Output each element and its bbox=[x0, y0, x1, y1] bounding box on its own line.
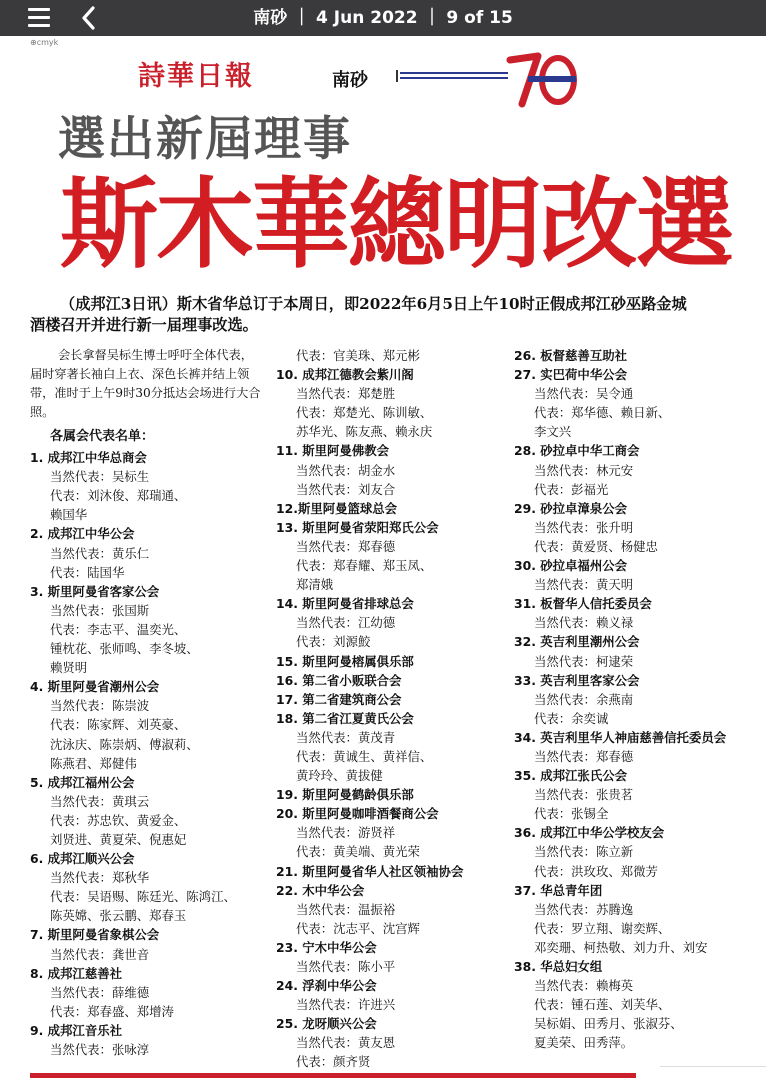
representative-line: 代表：刘源鮫 bbox=[296, 634, 371, 650]
representative-line: 代表：刘沐俊、郑瑞通、 bbox=[50, 488, 187, 504]
representative-line: 当然代表：陈小平 bbox=[296, 959, 396, 974]
article-column-1 bbox=[30, 346, 262, 1059]
representative-line: 苏华光、陈友燕、赖永庆 bbox=[296, 424, 433, 440]
representative-line: 当然代表：温振裕 bbox=[296, 901, 396, 917]
association-name: 9. 成邦江音乐社 bbox=[30, 1022, 122, 1038]
association-name: 10. 成邦江德教会紫川阁 bbox=[276, 367, 414, 383]
representative-line: 陈英嫦、张云鹏、郑春玉 bbox=[50, 908, 187, 924]
representative-line: 当然代表：黄乐仁 bbox=[50, 545, 150, 561]
association-name: 16. 第二省小贩联合会 bbox=[276, 672, 402, 688]
representative-line: 代表：苏忠钦、黄爱金、 bbox=[50, 812, 187, 828]
representative-line: 代表：罗立翔、谢奕辉、 bbox=[534, 920, 671, 936]
representative-line: 当然代表：许进兴 bbox=[296, 997, 396, 1013]
association-name: 37. 华总青年团 bbox=[514, 882, 603, 898]
association-name: 8. 成邦江慈善社 bbox=[30, 965, 122, 981]
representative-line: 代表：吴语赐、陈廷光、陈鸿江、 bbox=[50, 889, 236, 905]
representative-line: 代表：黄诚生、黄祥信、 bbox=[296, 748, 433, 764]
representative-line: 当然代表：林元安 bbox=[534, 462, 634, 478]
representative-line: 代表：黄爱贤、杨健忠 bbox=[534, 538, 658, 554]
association-name: 34. 英吉利里华人神庙慈善信托委员会 bbox=[514, 729, 727, 745]
representative-line: 吴标娟、田秀月、张淑芬、 bbox=[534, 1016, 683, 1032]
association-name: 29. 砂拉卓漳泉公会 bbox=[514, 500, 627, 516]
representative-line: 锺枕花、张师鸣、李冬坡、 bbox=[50, 641, 199, 657]
association-name: 19. 斯里阿曼鹤龄俱乐部 bbox=[276, 787, 414, 803]
article-column-2 bbox=[276, 346, 508, 1072]
association-name: 35. 成邦江张氏公会 bbox=[514, 768, 627, 784]
association-name: 18. 第二省江夏黄氏公会 bbox=[276, 710, 414, 726]
page-title: 南砂 ｜ 4 Jun 2022 ｜ 9 of 15 bbox=[253, 8, 513, 28]
representative-line: 陈燕君、郑健伟 bbox=[50, 755, 137, 771]
representative-line: 代表：李志平、温奕光、 bbox=[50, 621, 187, 637]
association-name: 38. 华总妇女组 bbox=[514, 959, 603, 974]
next-page-edge bbox=[660, 1066, 766, 1081]
representative-line: 当然代表：龚世音 bbox=[50, 946, 150, 962]
lead-paragraph bbox=[30, 294, 742, 336]
member-list-3 bbox=[514, 346, 754, 1052]
representative-line: 当然代表：苏腾逸 bbox=[534, 901, 634, 917]
representative-line: 当然代表：赖梅英 bbox=[534, 978, 634, 994]
association-name: 17. 第二省建筑商公会 bbox=[276, 691, 402, 707]
article-column-3 bbox=[514, 346, 754, 1052]
representative-line: 当然代表：郑春德 bbox=[296, 538, 396, 554]
newspaper-masthead: 詩華日報 bbox=[138, 61, 254, 92]
representative-line: 当然代表：张贵茗 bbox=[534, 787, 634, 803]
reader-toolbar bbox=[0, 0, 766, 36]
main-headline: 斯木華總明改選 bbox=[60, 168, 733, 282]
association-name: 27. 实巴荷中华公会 bbox=[514, 367, 627, 383]
representative-line: 当然代表：黄友恩 bbox=[296, 1035, 396, 1051]
representative-line: 当然代表：黄茂青 bbox=[296, 729, 396, 745]
representative-line: 当然代表：郑秋华 bbox=[50, 870, 150, 886]
representative-line: 当然代表：张国斯 bbox=[50, 602, 150, 618]
association-name: 5. 成邦江福州公会 bbox=[30, 774, 135, 790]
association-name: 25. 龙呀顺兴公会 bbox=[276, 1016, 377, 1032]
representative-line: 当然代表：陈崇波 bbox=[50, 698, 150, 714]
representative-line: 当然代表：郑楚胜 bbox=[296, 386, 396, 402]
representative-line: 李文兴 bbox=[534, 424, 572, 440]
subheadline: 選出新屆理事 bbox=[58, 112, 352, 167]
section-label: 南砂 bbox=[332, 70, 368, 91]
representative-line: 赖国华 bbox=[50, 507, 88, 523]
representative-line: 黄玲玲、黄拔健 bbox=[296, 768, 383, 784]
association-name: 32. 英吉利里潮州公会 bbox=[514, 634, 640, 650]
association-name: 36. 成邦江中华公学校友会 bbox=[514, 825, 665, 841]
representative-line: 代表：郑春耀、郑玉凤、 bbox=[296, 558, 433, 574]
representative-line: 当然代表：郑春德 bbox=[534, 748, 634, 764]
association-name: 28. 砂拉卓中华工商会 bbox=[514, 443, 640, 459]
representative-line: 邓奕珊、柯热敬、刘力升、刘安 bbox=[534, 939, 708, 955]
representative-line: 当然代表：张咏淳 bbox=[50, 1042, 150, 1057]
association-name: 3. 斯里阿曼省客家公会 bbox=[30, 583, 160, 599]
association-name: 22. 木中华公会 bbox=[276, 882, 365, 898]
representative-line: 代表：锺石莲、刘芙华、 bbox=[534, 997, 671, 1013]
representative-line: 代表：陆国华 bbox=[50, 564, 125, 580]
association-name: 21. 斯里阿曼省华人社区领袖协会 bbox=[276, 863, 464, 879]
representative-line: 当然代表：吴令通 bbox=[534, 386, 634, 402]
association-name: 20. 斯里阿曼咖啡酒餐商公会 bbox=[276, 806, 439, 822]
representative-line: 当然代表：胡金水 bbox=[296, 462, 396, 478]
association-name: 15. 斯里阿曼榕属俱乐部 bbox=[276, 653, 414, 669]
registration-mark: ⊕cmyk bbox=[30, 38, 59, 47]
section-divider bbox=[396, 70, 508, 82]
representative-line: 代表：郑楚光、陈训敏、 bbox=[296, 405, 433, 421]
list-heading: 各属会代表名单： bbox=[50, 429, 155, 444]
association-name: 12.斯里阿曼篮球总会 bbox=[276, 500, 398, 516]
representative-line: 当然代表：游贤祥 bbox=[296, 825, 396, 841]
member-list-2 bbox=[276, 346, 508, 1072]
representative-line: 代表：官美珠、郑元彬 bbox=[296, 348, 420, 363]
representative-line: 代表：陈家辉、刘英豪、 bbox=[50, 717, 187, 733]
association-name: 4. 斯里阿曼省潮州公会 bbox=[30, 679, 160, 695]
representative-line: 代表：郑华德、赖日新、 bbox=[534, 405, 671, 421]
lead-line-1: （成邦江3日讯）斯木省华总订于本周日，即2022年6月5日上午10时正假成邦江砂巫路金城 bbox=[60, 295, 687, 313]
representative-line: 刘贤进、黄夏荣、倪惠妃 bbox=[50, 831, 187, 847]
representative-line: 赖贤明 bbox=[50, 660, 88, 676]
association-name: 30. 砂拉卓福州公会 bbox=[514, 558, 627, 574]
association-name: 24. 浮刹中华公会 bbox=[276, 978, 377, 994]
association-name: 2. 成邦江中华公会 bbox=[30, 526, 135, 542]
representative-line: 当然代表：刘友合 bbox=[296, 481, 396, 497]
association-name: 33. 英吉利里客家公会 bbox=[514, 672, 640, 688]
representative-line: 郑清娥 bbox=[296, 577, 334, 593]
representative-line: 当然代表：赖义禄 bbox=[534, 615, 634, 631]
representative-line: 代表：黄美端、黄光荣 bbox=[296, 844, 420, 860]
representative-line: 当然代表：吴标生 bbox=[50, 469, 150, 485]
footer-rule bbox=[30, 1073, 636, 1078]
representative-line: 夏美荣、田秀萍。 bbox=[534, 1035, 634, 1051]
association-name: 31. 板督华人信托委员会 bbox=[514, 596, 652, 612]
representative-line: 代表：沈志平、沈宫辉 bbox=[296, 920, 420, 936]
association-name: 6. 成邦江顺兴公会 bbox=[30, 851, 135, 867]
representative-line: 沈泳庆、陈崇炳、傅淑莉、 bbox=[50, 736, 199, 752]
representative-line: 代表：张锡全 bbox=[534, 806, 609, 822]
association-name: 13. 斯里阿曼省荥阳郑氏公会 bbox=[276, 519, 439, 535]
representative-line: 代表：颜齐贤 bbox=[296, 1054, 371, 1070]
representative-line: 当然代表：黄琪云 bbox=[50, 793, 150, 809]
association-name: 7. 斯里阿曼省象棋公会 bbox=[30, 927, 160, 943]
lead-line-2: 酒楼召开并进行新一届理事改选。 bbox=[30, 316, 258, 334]
representative-line: 当然代表：陈立新 bbox=[534, 844, 634, 860]
association-name: 26. 板督慈善互助社 bbox=[514, 348, 627, 363]
intro-paragraph: 会长拿督吴标生博士呼吁全体代表，届时穿著长袖白上衣、深色长裤并结上领带，准时于上午9时30分抵达会场进行大合照。 bbox=[30, 348, 261, 419]
representative-line: 代表：郑春盛、郑增涛 bbox=[50, 1003, 174, 1019]
association-name: 14. 斯里阿曼省排球总会 bbox=[276, 596, 414, 612]
representative-line: 代表：洪玫玫、郑微芳 bbox=[534, 863, 658, 879]
representative-line: 当然代表：黄天明 bbox=[534, 577, 634, 593]
representative-line: 代表：余奕诚 bbox=[534, 710, 609, 726]
association-name: 11. 斯里阿曼佛教会 bbox=[276, 443, 389, 459]
association-name: 23. 宁木中华公会 bbox=[276, 939, 377, 955]
representative-line: 代表：彭福光 bbox=[534, 481, 609, 497]
representative-line: 当然代表：余燕南 bbox=[534, 691, 634, 707]
representative-line: 当然代表：柯逮荣 bbox=[534, 653, 634, 669]
representative-line: 当然代表：江幼德 bbox=[296, 615, 396, 631]
association-name: 1. 成邦江中华总商会 bbox=[30, 450, 147, 466]
70-anniversary-logo bbox=[500, 46, 586, 112]
member-list-1 bbox=[30, 448, 262, 1059]
representative-line: 当然代表：张升明 bbox=[534, 519, 634, 535]
representative-line: 当然代表：薛维德 bbox=[50, 984, 150, 1000]
